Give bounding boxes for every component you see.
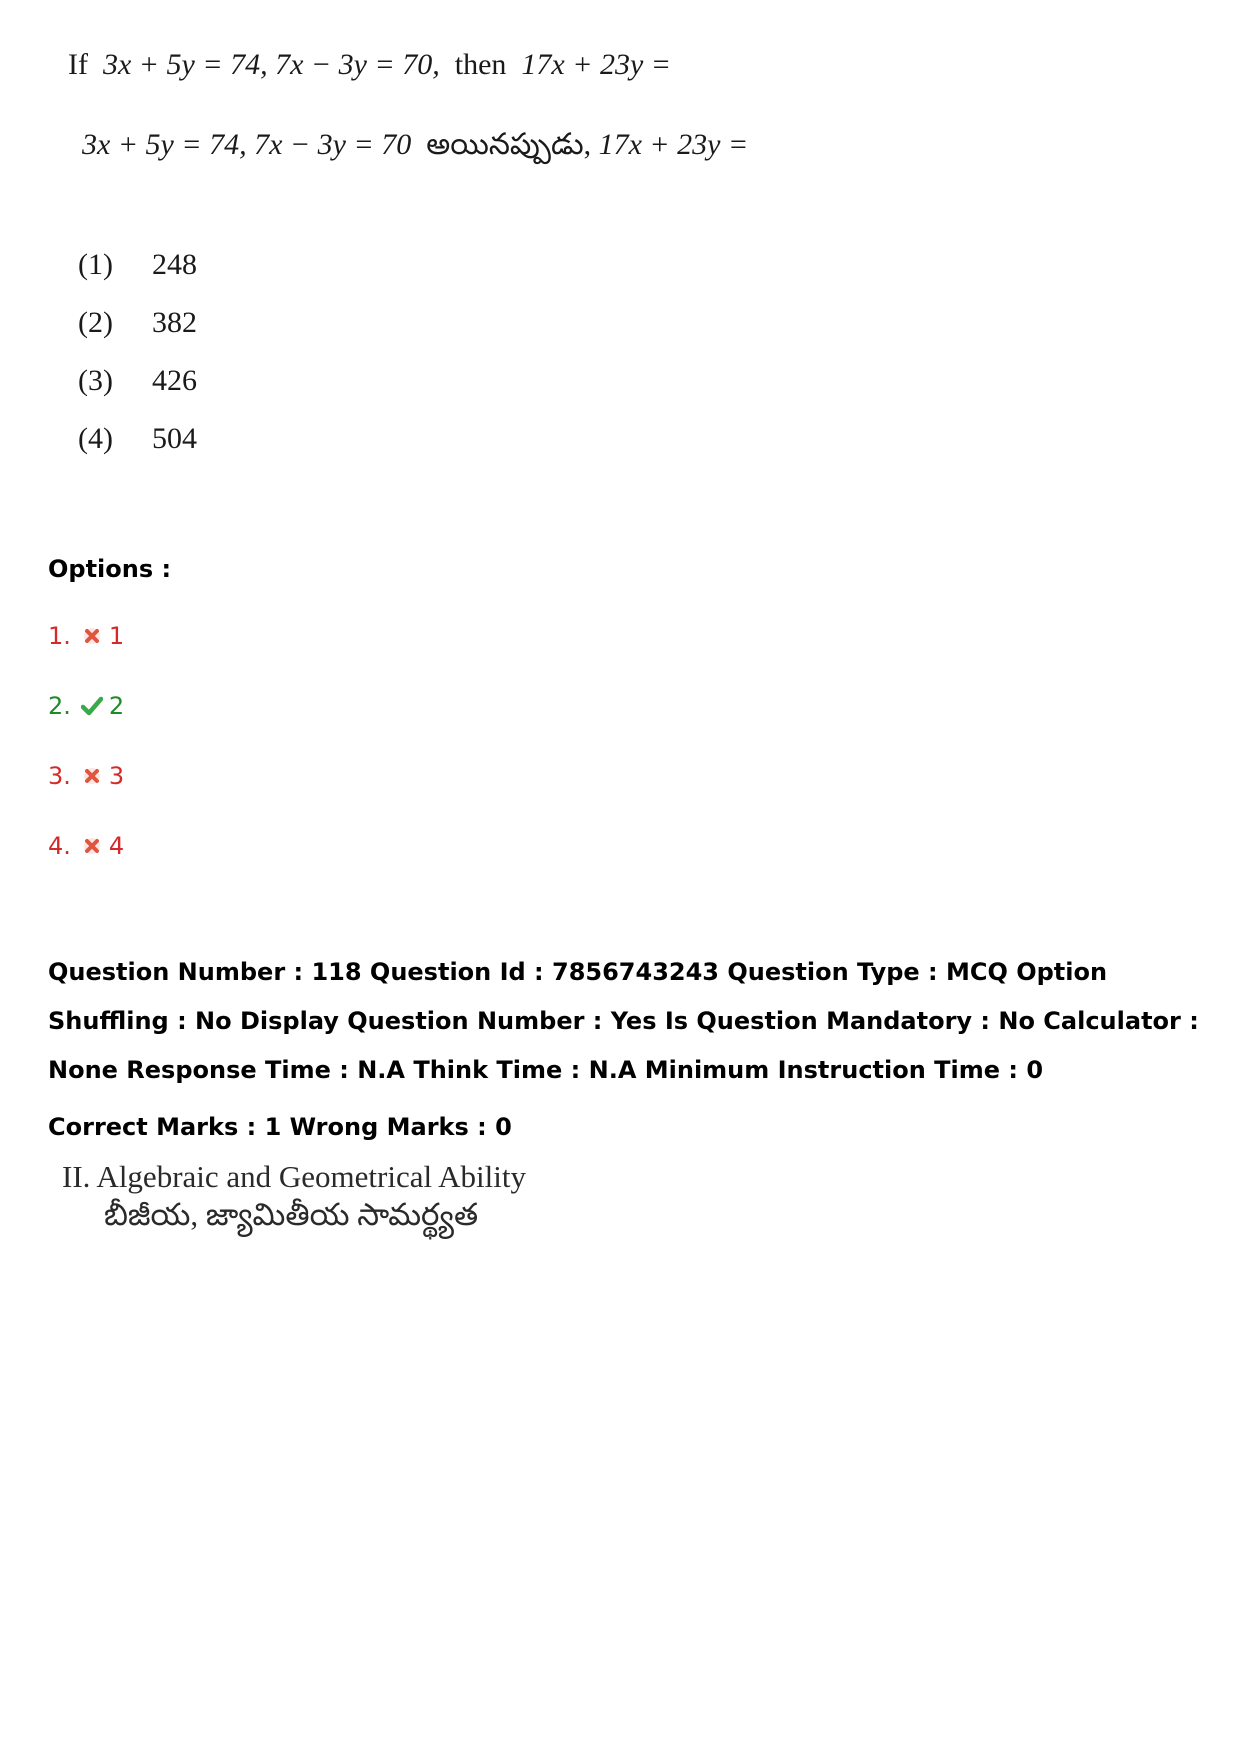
option-label: 1 bbox=[108, 622, 125, 650]
answer-choice bbox=[78, 306, 197, 340]
choice-value: 426 bbox=[152, 364, 197, 397]
answer-choice bbox=[78, 422, 197, 456]
choice-number: (2) bbox=[78, 306, 113, 339]
question-telugu-word: అయినప్పుడు, bbox=[426, 128, 592, 161]
section-title bbox=[62, 1158, 526, 1234]
cross-icon bbox=[81, 765, 103, 787]
option-prefix: 2. bbox=[48, 692, 71, 720]
option-prefix: 1. bbox=[48, 622, 71, 650]
choice-number: (4) bbox=[78, 422, 113, 455]
choice-number: (3) bbox=[78, 364, 113, 397]
choice-value: 248 bbox=[152, 248, 197, 281]
question-telugu bbox=[82, 128, 748, 169]
option-label: 4 bbox=[108, 832, 125, 860]
choice-number: (1) bbox=[78, 248, 113, 281]
marks-info: Correct Marks : 1 Wrong Marks : 0 bbox=[48, 1113, 512, 1141]
option-label: 2 bbox=[108, 692, 125, 720]
question-equation: 3x + 5y = 74, 7x − 3y = 70, bbox=[102, 48, 440, 81]
check-icon bbox=[81, 695, 103, 717]
choice-value: 504 bbox=[152, 422, 197, 455]
question-then: then bbox=[454, 48, 507, 81]
options-heading: Options : bbox=[48, 555, 172, 583]
answer-choice bbox=[78, 364, 197, 398]
question-telugu-equation: 3x + 5y = 74, 7x − 3y = 70 bbox=[82, 128, 412, 161]
question-metadata: Question Number : 118 Question Id : 7856743243 Question Type : MCQ Option Shuffling : No Display Question Number : Yes Is Question Mandatory : No Calculator : None Response Time : N.A Think Time : N.A Minimum Instruction Time : 0 bbox=[48, 958, 1199, 1084]
answer-choice bbox=[78, 248, 197, 282]
choice-value: 382 bbox=[152, 306, 197, 339]
section-title-telugu: బీజీయ, జ్యామితీయ సామర్థ్యత bbox=[104, 1197, 479, 1232]
cross-icon bbox=[81, 625, 103, 647]
option-item bbox=[48, 832, 124, 860]
option-item bbox=[48, 692, 124, 720]
option-label: 3 bbox=[108, 762, 125, 790]
option-item bbox=[48, 622, 124, 650]
question-target: 17x + 23y = bbox=[521, 48, 672, 81]
question-prefix: If bbox=[68, 48, 88, 81]
question-telugu-target: 17x + 23y = bbox=[598, 128, 749, 161]
option-prefix: 3. bbox=[48, 762, 71, 790]
cross-icon bbox=[81, 835, 103, 857]
option-prefix: 4. bbox=[48, 832, 71, 860]
option-item bbox=[48, 762, 124, 790]
section-title-english: II. Algebraic and Geometrical Ability bbox=[62, 1159, 526, 1194]
question-english bbox=[68, 48, 671, 82]
